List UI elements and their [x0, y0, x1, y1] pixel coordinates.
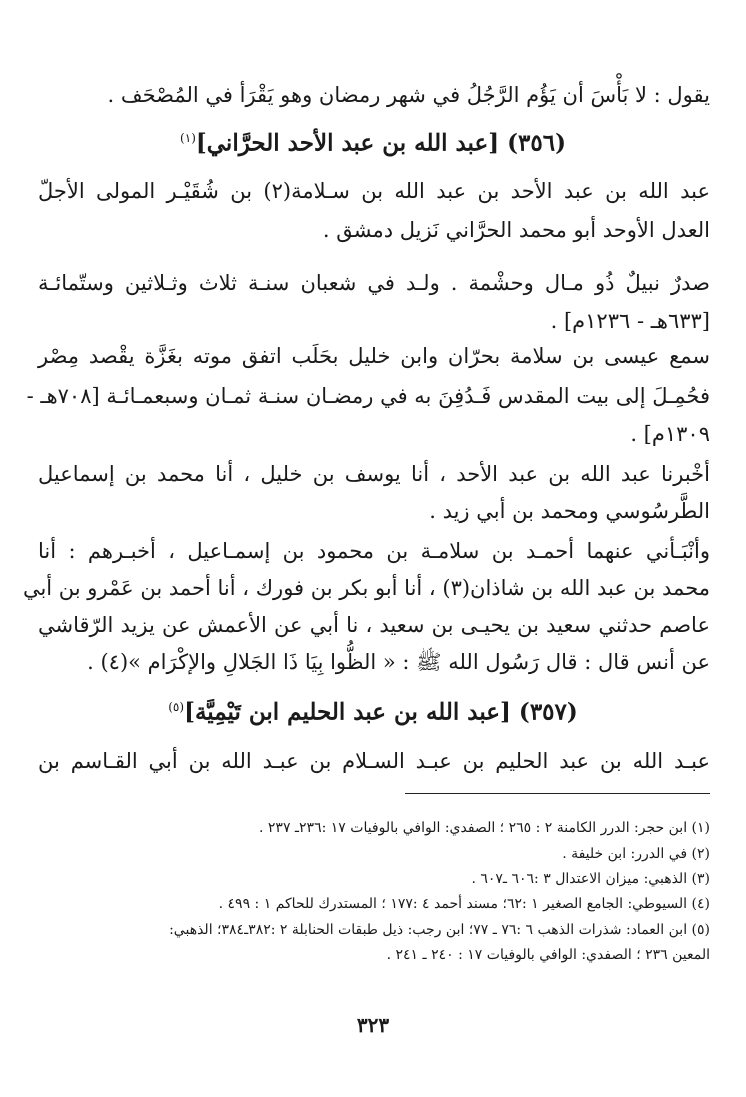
text-line: عن أنس قال : قال رَسُول الله ﷺ : « الظُّوا بِيَا ذَا الجَلالِ والإكْرَام »(٤) .: [87, 650, 710, 674]
text-line: محمد بن عبد الله بن شاذان(٣) ، أنا أبو بكر بن فورك ، أنا أحمد بن عَمْرو بن أبي: [22, 576, 710, 600]
heading-note: (٥): [168, 700, 185, 714]
text-line: الطَّرسُوسي ومحمد بن أبي زيد .: [429, 499, 710, 523]
text-line: عبـد الله بن عبد الحليم بن عبـد السـلام بن عبـد الله بن أبي القـاسم بن: [38, 749, 710, 773]
entry-heading-356: (٣٥٦) [عبد الله بن عبد الأحد الحرَّاني]$^{(١)}$: [180, 129, 566, 157]
opening-line: يقول : لا بَأْسَ أن يَؤُم الرَّجُلُ في شهر رمضان وهو يَقْرَأ في المُصْحَف .: [107, 83, 710, 107]
footnote-separator: [405, 793, 710, 794]
text-line: [٦٣٣هـ - ١٢٣٦م] .: [550, 309, 710, 333]
text-line: سمع عيسى بن سلامة بحرّان وابن خليل بحَلَب اتفق موته بغَزَّة يقْصد مِصْر: [38, 344, 710, 368]
footnote-continuation: المعين ٢٣٦ ؛ الصفدي: الوافي بالوفيات ١٧ : ٢٤٠ ـ ٢٤١ .: [386, 947, 710, 963]
text-line: ١٣٠٩م] .: [630, 422, 710, 446]
footnote: (٢) في الدرر: ابن خليفة .: [562, 846, 710, 862]
entry-heading-357: (٣٥٧) [عبد الله بن عبد الحليم ابن تَيْمِيَّة]$^{(٥)}$: [168, 698, 578, 726]
footnote: (٥) ابن العماد: شذرات الذهب ٦ :٧٦ ـ ٧٧؛ ابن رجب: ذيل طبقات الحنابلة ٢ :٣٨٢ـ٣٨٤؛ الذهبي:: [169, 922, 710, 938]
text-line: أخْبرنا عبد الله بن عبد الأحد ، أنا يوسف بن خليل ، أنا محمد بن إسماعيل: [38, 462, 710, 486]
footnote: (١) ابن حجر: الدرر الكامنة ٢ : ٢٦٥ ؛ الصفدي: الوافي بالوفيات ١٧ :٢٣٦ـ ٢٣٧ .: [259, 820, 710, 836]
text-line: عاصم حدثني سعيد بن يحيـى بن سعيد ، نا أبي عن الأعمش عن يزيد الرّقاشي: [38, 613, 710, 637]
page-number: ٣٢٣: [356, 1013, 390, 1037]
heading-note: (١): [180, 131, 196, 145]
text-line: صدرٌ نبيلٌ ذُو مـال وحشْمة . ولـد في شعبان سنـة ثلاث وثـلاثين وستّمائـة: [38, 271, 710, 295]
footnote: (٤) السيوطي: الجامع الصغير ١ :٦٢؛ مسند أحمد ٤ :١٧٧ ؛ المستدرك للحاكم ١ : ٤٩٩ .: [218, 896, 710, 912]
text-line: عبد الله بن عبد الأحد بن عبد الله بن سـلامة(٢) بن شُقَيْـر المولى الأجلّ: [38, 179, 711, 203]
text-line: وأنْبَـأني عنهما أحمـد بن سلامـة بن محمود بن إسمـاعيل ، أخبـرهم : أنا: [38, 539, 710, 563]
text-line: العدل الأوحد أبو محمد الحرَّاني نَزيل دمشق .: [322, 218, 710, 242]
text-line: فحُمِـلَ إلى بيت المقدس فَـدُفِنَ به في رمضـان سنـة ثمـان وسبعمـائـة [٧٠٨هـ -: [26, 384, 710, 408]
footnote: (٣) الذهبي: ميزان الاعتدال ٣ :٦٠٦ ـ٦٠٧ .: [471, 871, 710, 887]
